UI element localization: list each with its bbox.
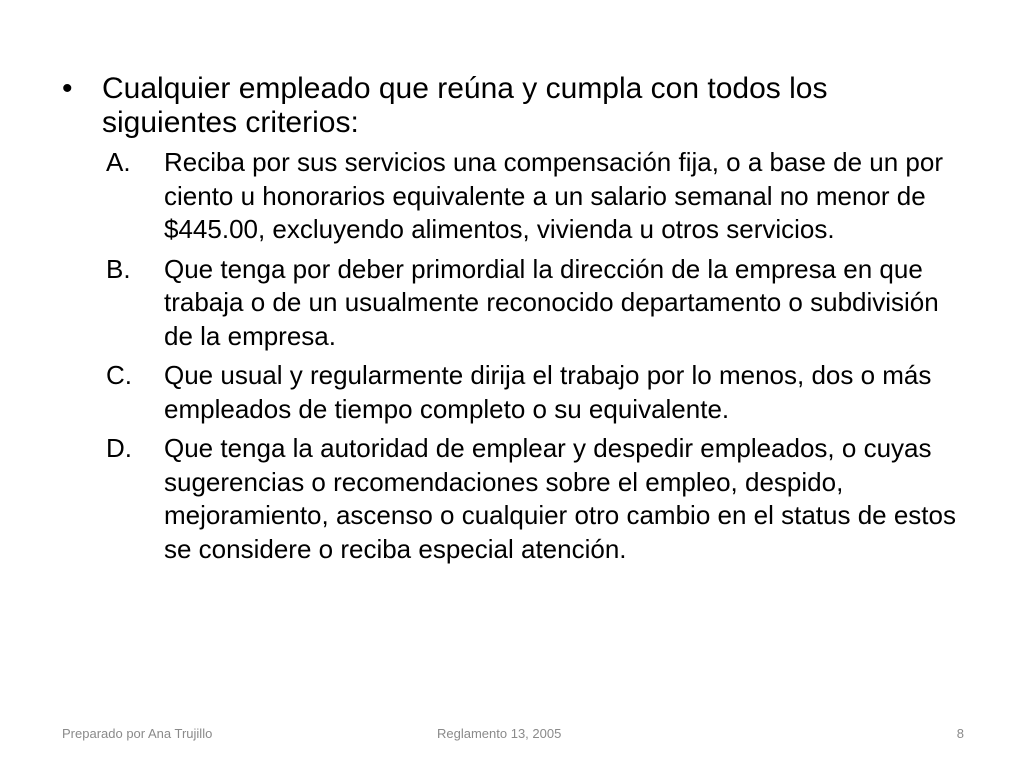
criteria-marker: B. bbox=[106, 253, 131, 284]
page-number: 8 bbox=[956, 726, 964, 741]
footer-author: Preparado por Ana Trujillo bbox=[62, 726, 213, 741]
criteria-text: Que usual y regularmente dirija el trabajo por lo menos, dos o más empleados de tiempo completo o su equivalente. bbox=[164, 360, 932, 424]
bullet-dot-icon: • bbox=[62, 72, 73, 105]
main-bullet-text: Cualquier empleado que reúna y cumpla con todos los siguientes criterios: bbox=[102, 72, 828, 139]
criteria-marker: D. bbox=[106, 433, 132, 463]
slide-body bbox=[60, 72, 960, 572]
criteria-text: Que tenga la autoridad de emplear y despedir empleados, o cuyas sugerencias o recomendaciones sobre el empleo, despido, mejoramiento, ascenso o cualquier otro cambio en el status de estos se considere o reciba especial atención. bbox=[164, 433, 956, 564]
criteria-item-d bbox=[100, 432, 960, 566]
criteria-item-c bbox=[100, 359, 960, 426]
criteria-item-a bbox=[100, 146, 960, 247]
footer-title: Reglamento 13, 2005 bbox=[437, 726, 562, 741]
criteria-item-b bbox=[100, 253, 960, 354]
criteria-text: Que tenga por deber primordial la dirección de la empresa en que trabaja o de un usualmente reconocido departamento o subdivisión de la empresa. bbox=[164, 253, 939, 351]
criteria-text: Reciba por sus servicios una compensación fija, o a base de un por ciento u honorarios equivalente a un salario semanal no menor de $445.00, excluyendo alimentos, vivienda u otros servicios. bbox=[164, 147, 943, 244]
criteria-marker: C. bbox=[106, 360, 132, 390]
criteria-list bbox=[60, 146, 960, 566]
main-bullet bbox=[60, 72, 960, 140]
slide-footer bbox=[0, 722, 1024, 746]
criteria-marker: A. bbox=[106, 147, 131, 177]
